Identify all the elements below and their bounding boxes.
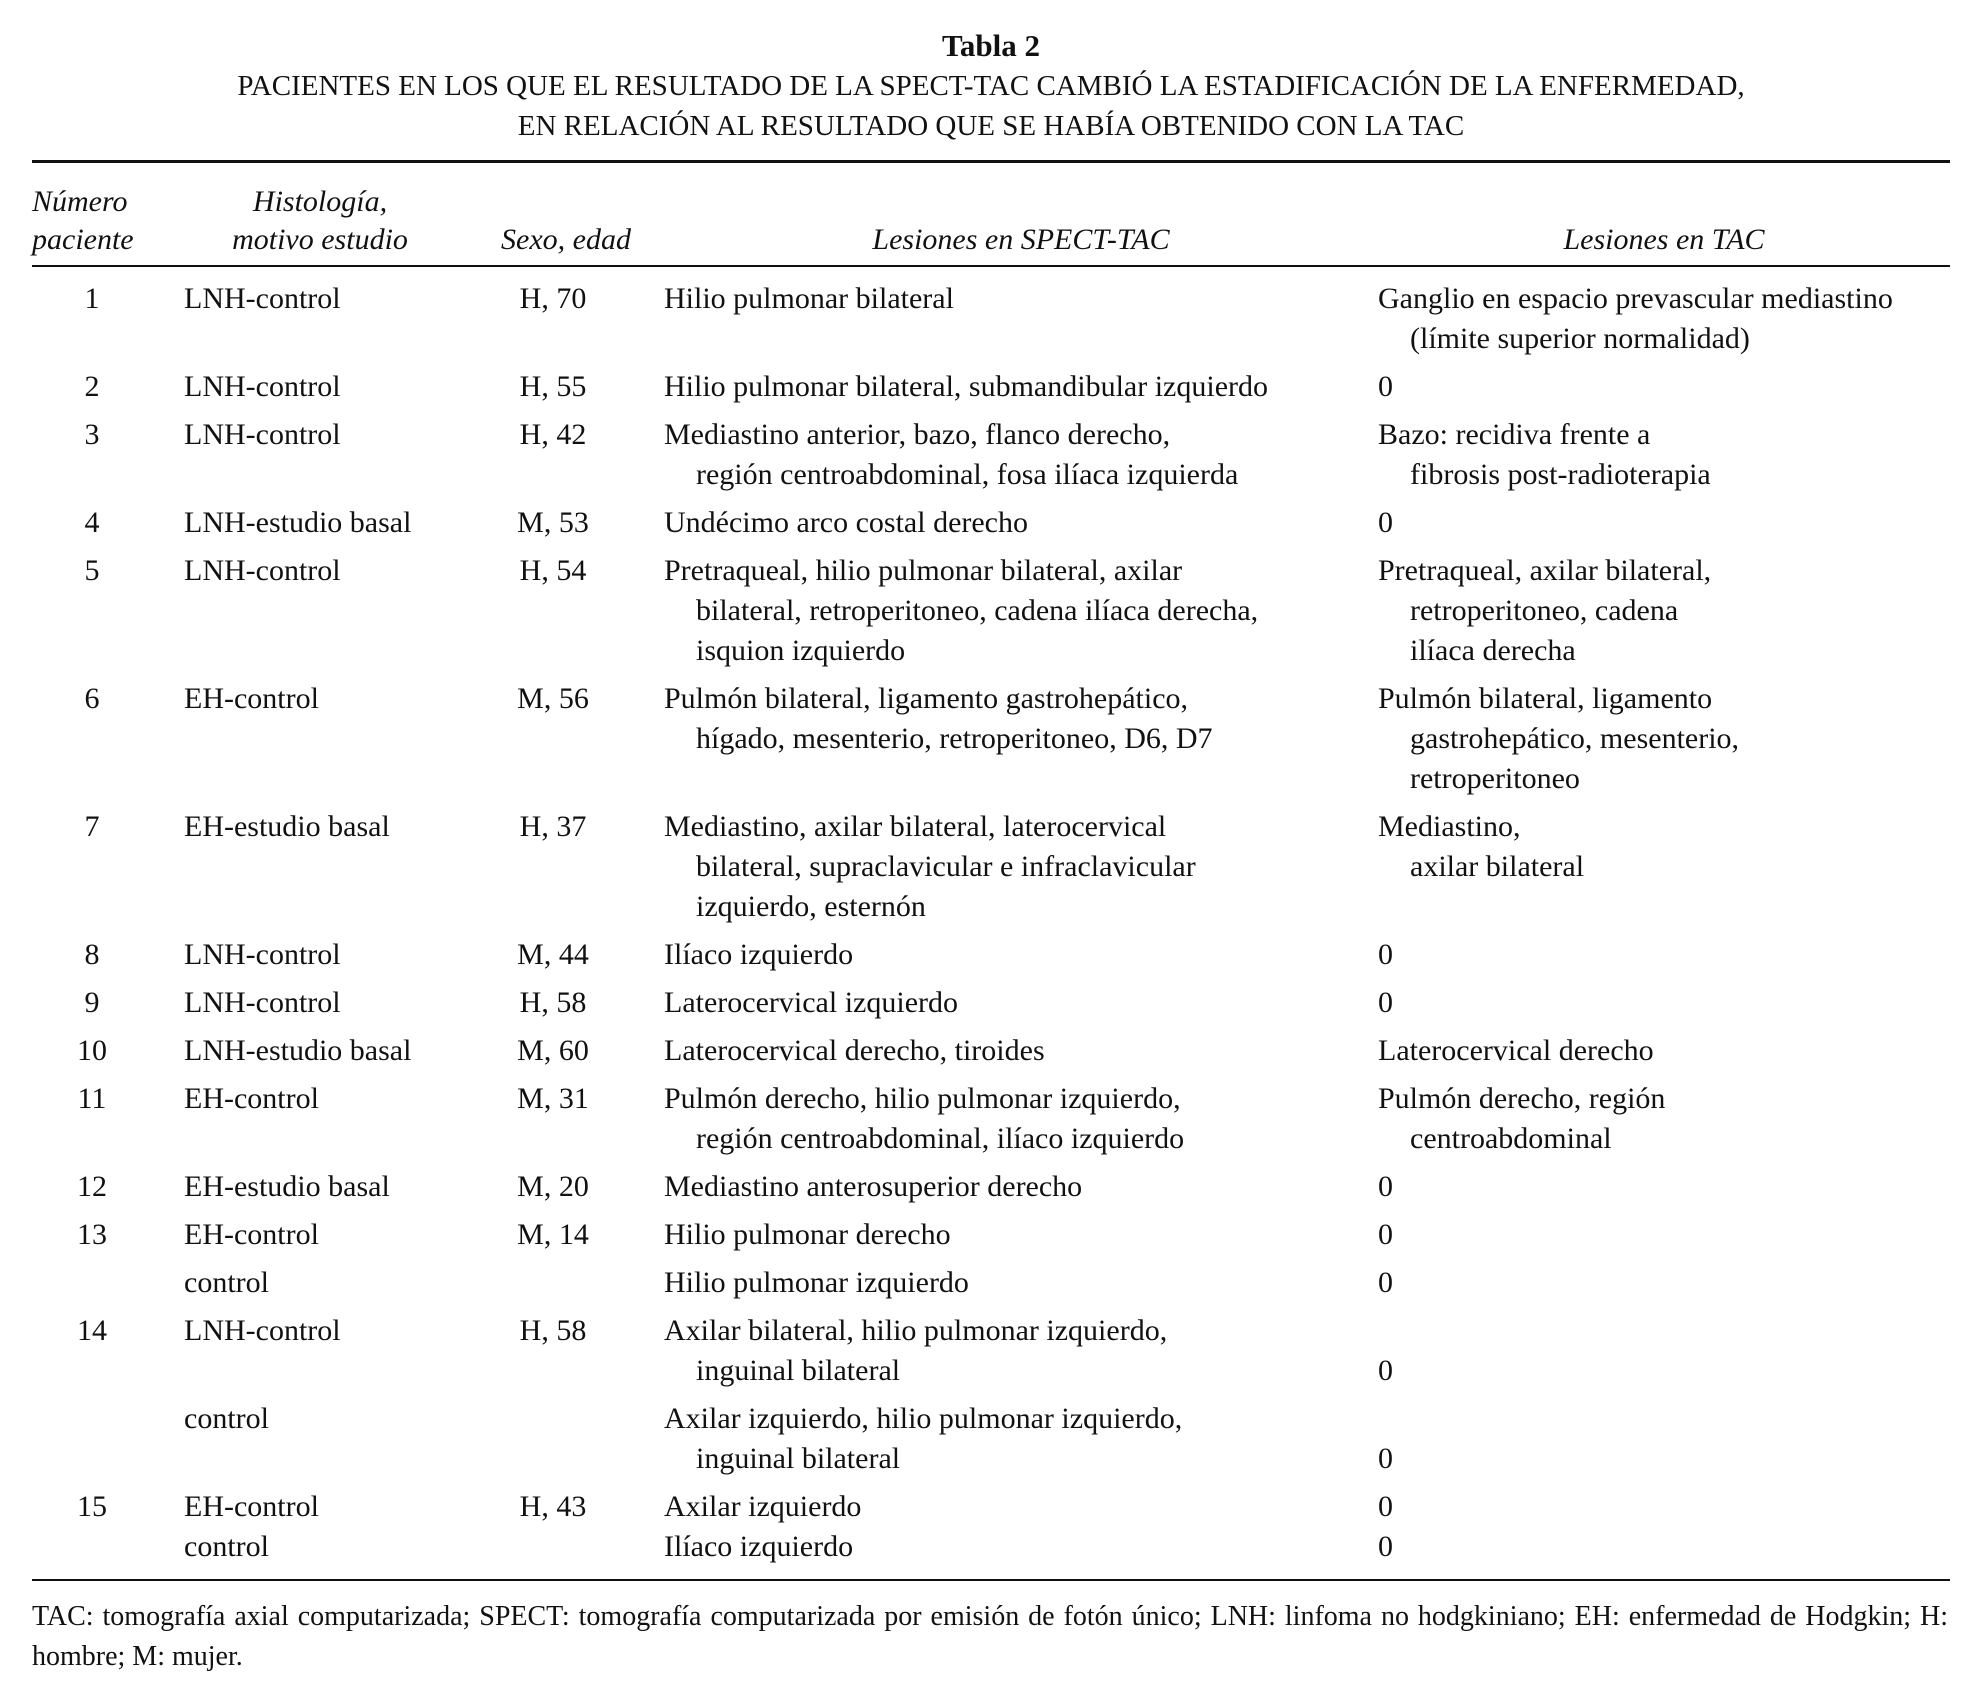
cell-lesiones-tac: 0 bbox=[1378, 370, 1393, 403]
cell-sexo-edad: H, 55 bbox=[519, 370, 587, 403]
cell-lesiones-tac: 0 bbox=[1378, 1530, 1393, 1563]
table-row bbox=[32, 1215, 1950, 1263]
cell-sexo-edad bbox=[468, 1263, 664, 1311]
table-body bbox=[32, 267, 1950, 1575]
cell-numero bbox=[32, 1399, 172, 1487]
table-row bbox=[32, 503, 1950, 551]
cell-numero: 3 bbox=[84, 418, 100, 451]
cell-sexo-edad: M, 53 bbox=[517, 506, 589, 539]
cell-lesiones-spect: Mediastino anterosuperior derecho bbox=[664, 1170, 1083, 1203]
cell-histologia: LNH-estudio basal bbox=[184, 506, 412, 539]
cell-lesiones-spect: Laterocervical derecho, tiroides bbox=[664, 1034, 1045, 1067]
header-numero-line-1: Número bbox=[32, 185, 128, 218]
cell-lesiones-tac: Laterocervical derecho bbox=[1378, 1034, 1654, 1067]
cell-sexo-edad: M, 14 bbox=[517, 1218, 589, 1251]
header-lesiones-spect: Lesiones en SPECT-TAC bbox=[872, 223, 1170, 256]
cell-sexo-edad: H, 58 bbox=[519, 986, 587, 1019]
cell-histologia: LNH-control bbox=[184, 282, 341, 315]
cell-histologia: LNH-control bbox=[184, 370, 341, 403]
cell-sexo-edad: M, 31 bbox=[517, 1082, 589, 1115]
cell-numero: 10 bbox=[77, 1034, 107, 1067]
table-footnote: TAC: tomografía axial computarizada; SPECT: tomografía computarizada por emisión de fotón único; LNH: linfoma no hodgkiniano; EH: enfermedad de Hodgkin; H: hombre; M: mujer. bbox=[32, 1601, 1948, 1672]
cell-numero bbox=[32, 1263, 172, 1311]
cell-lesiones-tac: 0 bbox=[1378, 1218, 1393, 1251]
cell-histologia: control bbox=[184, 1530, 269, 1563]
cell-lesiones-tac: Ganglio en espacio prevascular mediastino (límite superior normalidad) bbox=[1378, 282, 1893, 355]
table-row bbox=[32, 1263, 1950, 1311]
table-row bbox=[32, 1399, 1950, 1487]
cell-sexo-edad: M, 60 bbox=[517, 1034, 589, 1067]
cell-numero: 5 bbox=[84, 554, 100, 587]
cell-numero: 13 bbox=[77, 1218, 107, 1251]
cell-lesiones-spect: Hilio pulmonar bilateral bbox=[664, 282, 954, 315]
cell-sexo-edad: H, 54 bbox=[519, 554, 587, 587]
cell-lesiones-tac: 0 bbox=[1378, 1490, 1393, 1523]
cell-histologia: LNH-control bbox=[184, 938, 341, 971]
cell-numero: 7 bbox=[84, 810, 100, 843]
cell-lesiones-spect: Ilíaco izquierdo bbox=[664, 1530, 854, 1563]
cell-histologia: EH-control bbox=[184, 1218, 319, 1251]
cell-numero bbox=[32, 1527, 172, 1575]
bottom-rule bbox=[32, 1579, 1950, 1581]
cell-lesiones-spect: Axilar bilateral, hilio pulmonar izquierdo, inguinal bilateral bbox=[664, 1314, 1168, 1387]
table-row bbox=[32, 1487, 1950, 1527]
cell-numero: 11 bbox=[77, 1082, 107, 1115]
cell-sexo-edad: M, 20 bbox=[517, 1170, 589, 1203]
cell-lesiones-tac: Bazo: recidiva frente a fibrosis post-radioterapia bbox=[1378, 418, 1711, 491]
cell-lesiones-tac: 0 bbox=[1378, 1354, 1393, 1387]
table-row bbox=[32, 415, 1950, 503]
cell-lesiones-spect: Hilio pulmonar bilateral, submandibular izquierdo bbox=[664, 370, 1269, 403]
cell-histologia: control bbox=[184, 1266, 269, 1299]
header-histologia-line-2: motivo estudio bbox=[232, 223, 408, 256]
cell-lesiones-tac: 0 bbox=[1378, 1266, 1393, 1299]
header-lesiones-tac: Lesiones en TAC bbox=[1563, 223, 1765, 256]
cell-histologia: LNH-control bbox=[184, 986, 341, 1019]
table-row bbox=[32, 1527, 1950, 1575]
cell-numero: 9 bbox=[84, 986, 100, 1019]
cell-lesiones-spect: Pulmón derecho, hilio pulmonar izquierdo, región centroabdominal, ilíaco izquierdo bbox=[664, 1082, 1185, 1155]
header-histologia-line-1: Histología, bbox=[252, 185, 388, 218]
cell-histologia: EH-estudio basal bbox=[184, 1170, 390, 1203]
cell-lesiones-tac: 0 bbox=[1378, 986, 1393, 1019]
cell-lesiones-tac: 0 bbox=[1378, 506, 1393, 539]
header-numero-paciente bbox=[32, 163, 172, 265]
header-numero-line-2: paciente bbox=[32, 223, 134, 256]
cell-numero: 8 bbox=[84, 938, 100, 971]
table-row bbox=[32, 1167, 1950, 1215]
table-header bbox=[32, 163, 1950, 267]
cell-numero: 12 bbox=[77, 1170, 107, 1203]
header-sexo-edad: Sexo, edad bbox=[501, 223, 631, 256]
table-row bbox=[32, 367, 1950, 415]
table-row bbox=[32, 267, 1950, 367]
cell-lesiones-tac: Pulmón derecho, región centroabdominal bbox=[1378, 1082, 1666, 1155]
table-title-line-2: EN RELACIÓN AL RESULTADO QUE SE HABÍA OBTENIDO CON LA TAC bbox=[517, 110, 1465, 142]
cell-sexo-edad bbox=[468, 1527, 664, 1575]
table-row bbox=[32, 1079, 1950, 1167]
cell-lesiones-spect: Mediastino, axilar bilateral, laterocervical bilateral, supraclavicular e infraclavicular izquierdo, esternón bbox=[664, 810, 1196, 923]
cell-histologia: EH-control bbox=[184, 1082, 319, 1115]
cell-numero: 15 bbox=[77, 1490, 107, 1523]
table-label: Tabla 2 bbox=[942, 28, 1040, 63]
cell-lesiones-spect: Axilar izquierdo, hilio pulmonar izquierdo, inguinal bilateral bbox=[664, 1402, 1183, 1475]
cell-histologia: EH-control bbox=[184, 682, 319, 715]
cell-lesiones-spect: Hilio pulmonar izquierdo bbox=[664, 1266, 969, 1299]
cell-lesiones-spect: Pulmón bilateral, ligamento gastrohepático, hígado, mesenterio, retroperitoneo, D6, D7 bbox=[664, 682, 1213, 755]
cell-lesiones-spect: Pretraqueal, hilio pulmonar bilateral, axilar bilateral, retroperitoneo, cadena ilíaca derecha, isquion izquierdo bbox=[664, 554, 1259, 667]
cell-lesiones-tac: 0 bbox=[1378, 1442, 1393, 1475]
cell-sexo-edad: H, 42 bbox=[519, 418, 587, 451]
cell-sexo-edad: H, 37 bbox=[519, 810, 587, 843]
cell-lesiones-spect: Undécimo arco costal derecho bbox=[664, 506, 1028, 539]
cell-lesiones-tac: Mediastino, axilar bilateral bbox=[1378, 810, 1585, 883]
cell-lesiones-tac: 0 bbox=[1378, 938, 1393, 971]
table-row bbox=[32, 551, 1950, 679]
cell-numero: 2 bbox=[84, 370, 100, 403]
cell-lesiones-tac: Pulmón bilateral, ligamento gastrohepático, mesenterio, retroperitoneo bbox=[1378, 682, 1740, 795]
table-caption bbox=[32, 26, 1950, 146]
cell-lesiones-spect: Ilíaco izquierdo bbox=[664, 938, 854, 971]
cell-sexo-edad: M, 44 bbox=[517, 938, 589, 971]
cell-numero: 1 bbox=[84, 282, 100, 315]
cell-lesiones-spect: Mediastino anterior, bazo, flanco derecho, región centroabdominal, fosa ilíaca izquierda bbox=[664, 418, 1239, 491]
cell-histologia: LNH-control bbox=[184, 418, 341, 451]
cell-lesiones-spect: Laterocervical izquierdo bbox=[664, 986, 958, 1019]
cell-histologia: LNH-control bbox=[184, 1314, 341, 1347]
cell-sexo-edad bbox=[468, 1399, 664, 1487]
cell-sexo-edad: H, 70 bbox=[519, 282, 587, 315]
cell-histologia: LNH-estudio basal bbox=[184, 1034, 412, 1067]
cell-numero: 4 bbox=[84, 506, 100, 539]
table-title-line-1: PACIENTES EN LOS QUE EL RESULTADO DE LA SPECT-TAC CAMBIÓ LA ESTADIFICACIÓN DE LA ENFERMEDAD, bbox=[237, 70, 1745, 102]
table-row bbox=[32, 807, 1950, 935]
cell-lesiones-spect: Hilio pulmonar derecho bbox=[664, 1218, 951, 1251]
cell-numero: 14 bbox=[77, 1314, 107, 1347]
cell-histologia: control bbox=[184, 1402, 269, 1435]
table-row bbox=[32, 1311, 1950, 1399]
cell-sexo-edad: H, 43 bbox=[519, 1490, 587, 1523]
patients-table bbox=[32, 163, 1950, 1575]
cell-lesiones-tac: 0 bbox=[1378, 1170, 1393, 1203]
cell-histologia: LNH-control bbox=[184, 554, 341, 587]
table-row bbox=[32, 983, 1950, 1031]
table-row bbox=[32, 1031, 1950, 1079]
cell-sexo-edad: M, 56 bbox=[517, 682, 589, 715]
cell-histologia: EH-control bbox=[184, 1490, 319, 1523]
cell-histologia: EH-estudio basal bbox=[184, 810, 390, 843]
cell-lesiones-spect: Axilar izquierdo bbox=[664, 1490, 862, 1523]
table-row bbox=[32, 679, 1950, 807]
table-row bbox=[32, 935, 1950, 983]
header-row bbox=[32, 163, 1950, 265]
header-histologia bbox=[172, 163, 468, 265]
cell-numero: 6 bbox=[84, 682, 100, 715]
cell-lesiones-tac: Pretraqueal, axilar bilateral, retroperitoneo, cadena ilíaca derecha bbox=[1378, 554, 1712, 667]
cell-sexo-edad: H, 58 bbox=[519, 1314, 587, 1347]
